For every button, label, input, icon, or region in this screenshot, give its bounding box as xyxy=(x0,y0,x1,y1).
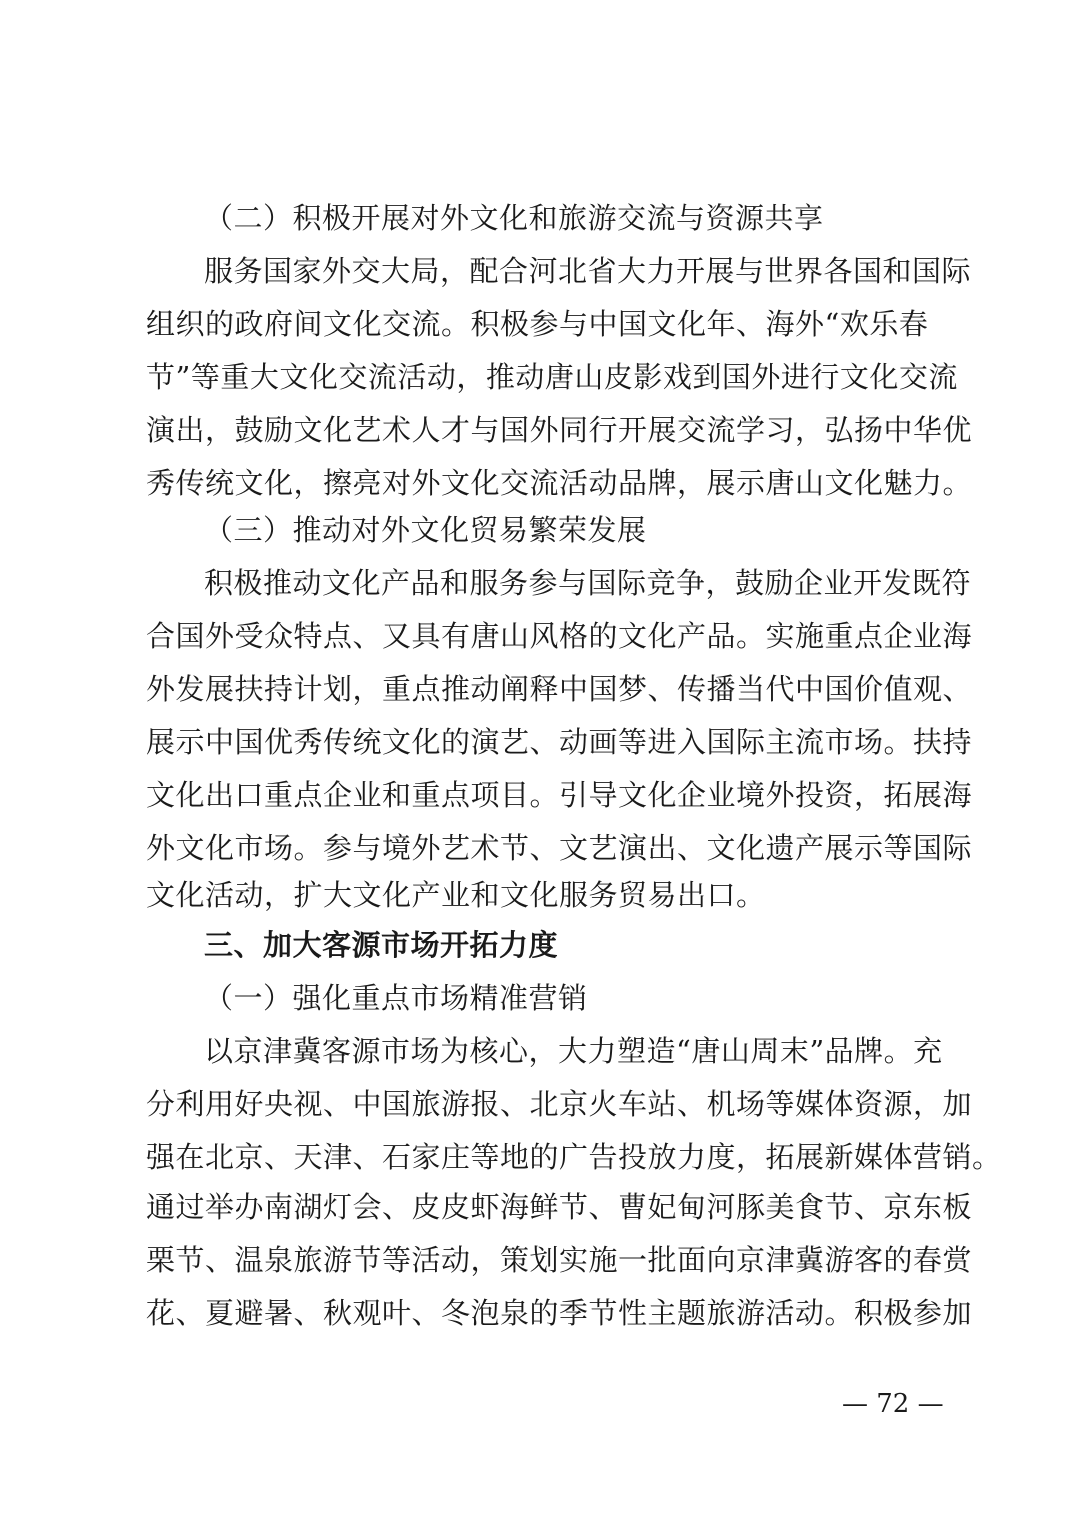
paragraph-line: 服务国家外交大局，配合河北省大力开展与世界各国和国际 xyxy=(204,254,972,288)
section-heading-3: （三）推动对外文化贸易繁荣发展 xyxy=(204,513,647,547)
paragraph-line: 组织的政府间文化交流。积极参与中国文化年、海外“欢乐春 xyxy=(146,307,929,341)
paragraph-line: 花、夏避暑、秋观叶、冬泡泉的季节性主题旅游活动。积极参加 xyxy=(146,1296,973,1330)
page-number: — 72 — xyxy=(842,1389,944,1419)
paragraph-line: 节”等重大文化交流活动，推动唐山皮影戏到国外进行文化交流 xyxy=(146,360,958,394)
paragraph-line: 通过举办南湖灯会、皮皮虾海鲜节、曹妃甸河豚美食节、京东板 xyxy=(146,1190,973,1224)
paragraph-line: 积极推动文化产品和服务参与国际竞争，鼓励企业开发既符 xyxy=(204,566,972,600)
paragraph-line: 栗节、温泉旅游节等活动，策划实施一批面向京津冀游客的春赏 xyxy=(146,1243,973,1277)
paragraph-line: 外文化市场。参与境外艺术节、文艺演出、文化遗产展示等国际 xyxy=(146,831,973,865)
paragraph-line: 文化活动，扩大文化产业和文化服务贸易出口。 xyxy=(146,878,766,912)
paragraph-line: 展示中国优秀传统文化的演艺、动画等进入国际主流市场。扶持 xyxy=(146,725,973,759)
paragraph-line: 文化出口重点企业和重点项目。引导文化企业境外投资，拓展海 xyxy=(146,778,973,812)
paragraph-line: 秀传统文化，擦亮对外文化交流活动品牌，展示唐山文化魅力。 xyxy=(146,466,973,500)
paragraph-line: 合国外受众特点、又具有唐山风格的文化产品。实施重点企业海 xyxy=(146,619,973,653)
paragraph-line: 强在北京、天津、石家庄等地的广告投放力度，拓展新媒体营销。 xyxy=(146,1140,1002,1174)
paragraph-line: 分利用好央视、中国旅游报、北京火车站、机场等媒体资源，加 xyxy=(146,1087,973,1121)
section-heading-2: （二）积极开展对外文化和旅游交流与资源共享 xyxy=(204,201,824,235)
paragraph-line: 以京津冀客源市场为核心，大力塑造“唐山周末”品牌。充 xyxy=(204,1034,943,1068)
paragraph-line: 外发展扶持计划，重点推动阐释中国梦、传播当代中国价值观、 xyxy=(146,672,973,706)
chapter-heading: 三、加大客源市场开拓力度 xyxy=(204,928,559,962)
section-heading-1: （一）强化重点市场精准营销 xyxy=(204,981,588,1015)
paragraph-line: 演出，鼓励文化艺术人才与国外同行开展交流学习，弘扬中华优 xyxy=(146,413,973,447)
